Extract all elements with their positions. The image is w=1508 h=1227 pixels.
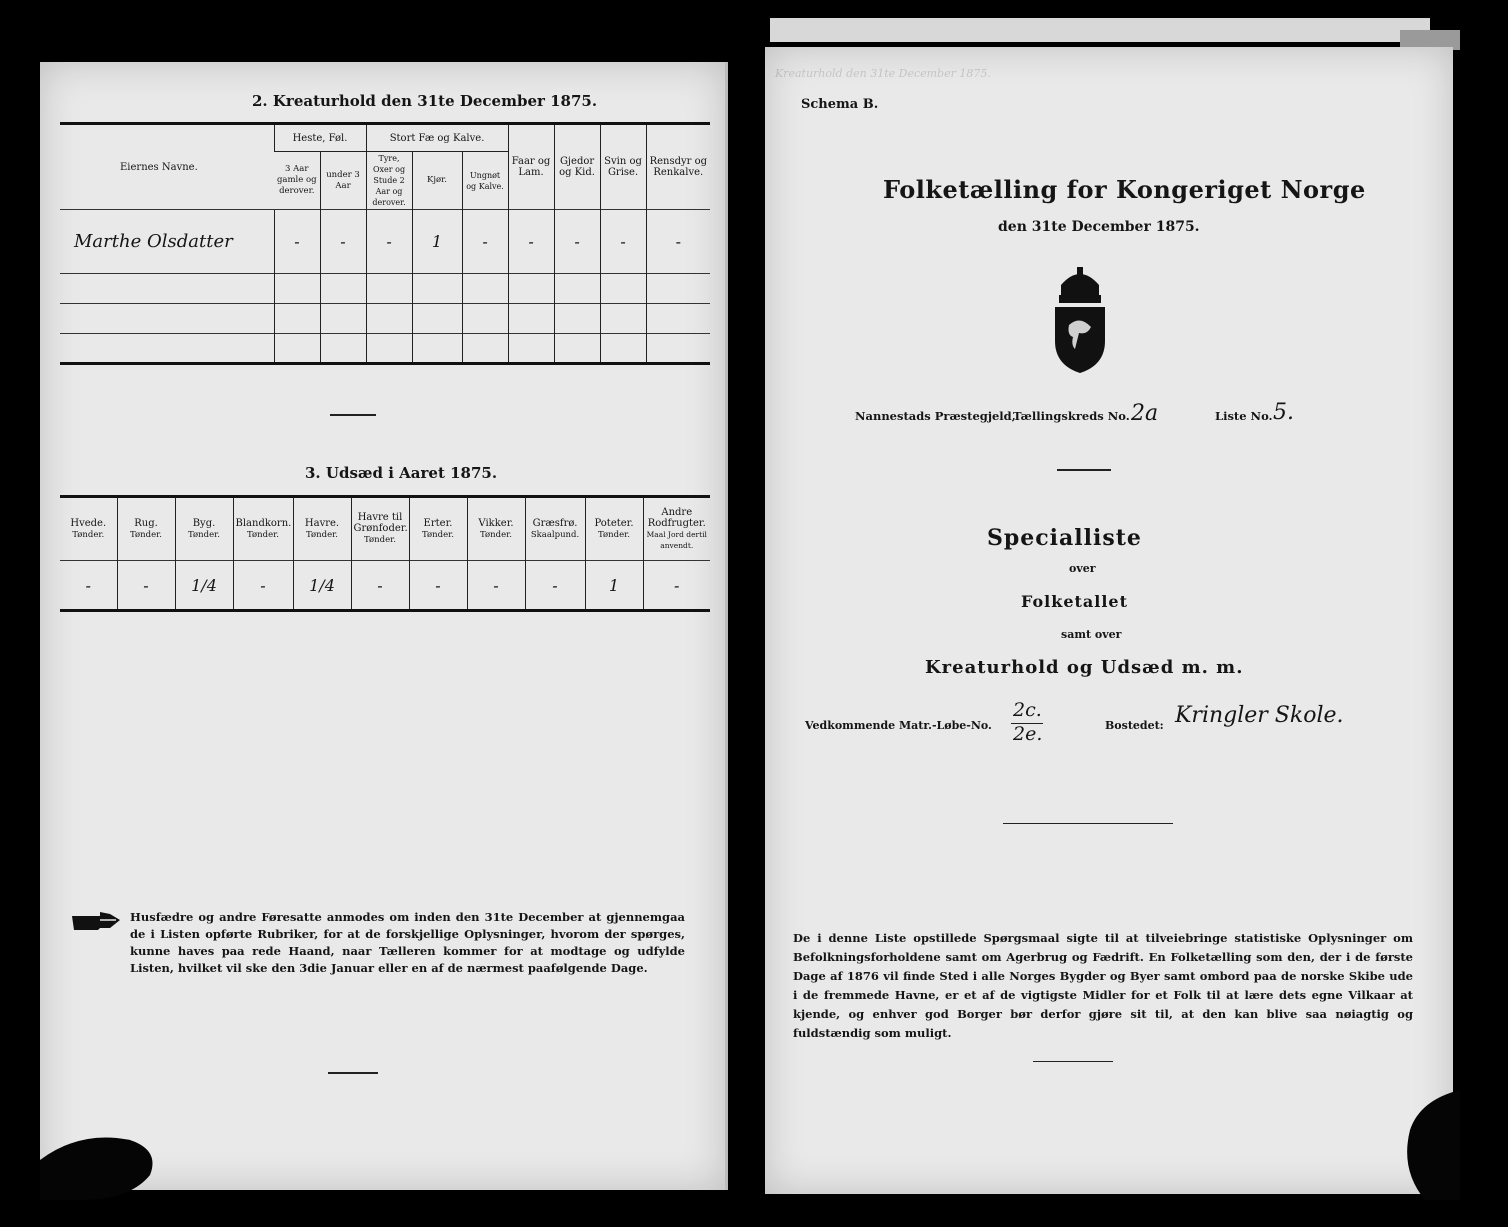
parish-label: Nannestads Præstegjeld, xyxy=(855,409,1016,423)
left-page xyxy=(40,62,728,1190)
sheep-header: Faar og Lam. xyxy=(508,124,554,210)
livestock-value: - xyxy=(274,210,320,274)
cattle-young-header: Ungnøt og Kalve. xyxy=(462,152,508,210)
pointing-hand-icon xyxy=(70,908,122,934)
district-label: Tællingskreds No. xyxy=(1013,409,1130,423)
seed-value: - xyxy=(643,561,710,611)
seed-header: Erter. Tønder. xyxy=(409,497,467,561)
goats-header: Gjedor og Kid. xyxy=(554,124,600,210)
seed-value: - xyxy=(117,561,175,611)
divider xyxy=(1033,1061,1113,1062)
livestock-value: - xyxy=(320,210,366,274)
right-page xyxy=(765,47,1453,1194)
pigs-header: Svin og Grise. xyxy=(600,124,646,210)
section3-title: 3. Udsæd i Aaret 1875. xyxy=(305,464,498,482)
divider xyxy=(1003,823,1173,824)
seed-value: - xyxy=(233,561,293,611)
seed-value: 1 xyxy=(585,561,643,611)
divider xyxy=(1057,469,1111,471)
instructions-notice: Husfædre og andre Føresatte anmodes om inden den 31te December at gjennemgaa de i Listen opførte Rubriker, for at de forskjellige Oplysninger, hvorom der spørges, kunne haves paa rede Haand, naar Tælleren kommer for at modtage og udfylde Listen, hvilket vil ske den 3die Januar eller en af de nærmest paafølgende Dage. xyxy=(130,910,685,975)
matr-label: Vedkommende Matr.-Løbe-No. xyxy=(805,719,992,732)
page-title: Folketælling for Kongeriget Norge xyxy=(883,175,1366,204)
seed-value: - xyxy=(409,561,467,611)
table-row xyxy=(60,210,710,274)
seed-table xyxy=(60,495,710,612)
horses-young-header: under 3 Aar xyxy=(320,152,366,210)
horses-old-header: 3 Aar gamle og derover. xyxy=(276,164,317,196)
livestock-value: - xyxy=(462,210,508,274)
list-value: 5. xyxy=(1273,400,1294,425)
samt-over-label: samt over xyxy=(1061,628,1122,641)
table-row xyxy=(60,274,710,304)
bosted-label: Bostedet: xyxy=(1105,719,1164,732)
seed-value: - xyxy=(351,561,409,611)
seed-header: Hvede. Tønder. xyxy=(60,497,117,561)
horses-group-header: Heste, Føl. xyxy=(274,124,366,152)
coat-of-arms-icon xyxy=(1047,265,1113,375)
seed-value: 1/4 xyxy=(293,561,351,611)
cattle-bulls-header: Tyre, Oxer og Stude 2 Aar og derover. xyxy=(366,152,412,210)
seed-header: Andre Rodfrugter. Maal Jord dertil anvendt. xyxy=(643,497,710,561)
livestock-value: - xyxy=(646,210,710,274)
bleed-through-text: Kreaturhold den 31te December 1875. xyxy=(775,67,991,80)
livestock-value: - xyxy=(554,210,600,274)
table-row xyxy=(60,561,710,611)
cattle-cows-header: Kjør. xyxy=(412,152,462,210)
bosted-value: Kringler Skole. xyxy=(1175,703,1344,728)
seed-header: Blandkorn. Tønder. xyxy=(233,497,293,561)
table-row xyxy=(60,334,710,364)
section2-title: 2. Kreaturhold den 31te December 1875. xyxy=(252,92,598,110)
seed-header: Poteter. Tønder. xyxy=(585,497,643,561)
table-row xyxy=(60,304,710,334)
seed-header: Rug. Tønder. xyxy=(117,497,175,561)
livestock-value: - xyxy=(366,210,412,274)
over-label: over xyxy=(1069,562,1096,575)
seed-value: - xyxy=(467,561,525,611)
reindeer-header: Rensdyr og Renkalve. xyxy=(646,124,710,210)
district-value: 2a xyxy=(1131,401,1159,426)
kreaturhold-heading: Kreaturhold og Udsæd m. m. xyxy=(925,657,1244,678)
page-stack-edge xyxy=(770,18,1430,42)
schema-label: Schema B. xyxy=(801,97,879,112)
divider xyxy=(328,1072,378,1074)
seed-header: Havre til Grønfoder. Tønder. xyxy=(351,497,409,561)
livestock-value: - xyxy=(600,210,646,274)
livestock-table xyxy=(60,122,710,365)
list-label: Liste No. xyxy=(1215,409,1273,423)
intro-paragraph: De i denne Liste opstillede Spørgsmaal sigte til at tilveiebringe statistiske Oplysninger om Befolkningsforholdene samt om Agerbrug og Fædrift. En Folketælling som den, der i de første Dage af 1876 vil finde Sted i alle Norges Bygder og Byer samt ombord paa de norske Skibe ude i de fremmede Havne, er et af de vigtigste Midler for et Folk til at lære dets egne Vilkaar at kjende, og enhver god Borger bør derfor gjøre sit til, at den kan blive saa nøiagtig og fuldstændig som muligt. xyxy=(793,931,1413,1040)
matr-value-top: 2c. xyxy=(1013,699,1042,721)
thumb-right xyxy=(1380,1090,1460,1200)
seed-value: - xyxy=(525,561,585,611)
seed-value: 1/4 xyxy=(175,561,233,611)
seed-header: Havre. Tønder. xyxy=(293,497,351,561)
seed-header: Vikker. Tønder. xyxy=(467,497,525,561)
matr-value-bottom: 2e. xyxy=(1013,723,1043,745)
seed-header: Byg. Tønder. xyxy=(175,497,233,561)
seed-value: - xyxy=(60,561,117,611)
specialliste-heading: Specialliste xyxy=(987,525,1142,551)
seed-header: Græsfrø. Skaalpund. xyxy=(525,497,585,561)
divider xyxy=(330,414,376,416)
livestock-value: 1 xyxy=(412,210,462,274)
cattle-group-header: Stort Fæ og Kalve. xyxy=(366,124,508,152)
thumb-left xyxy=(40,1120,160,1200)
livestock-value: - xyxy=(508,210,554,274)
page-subtitle: den 31te December 1875. xyxy=(998,219,1200,235)
owner-header: Eiernes Navne. xyxy=(60,124,274,210)
owner-name: Marthe Olsdatter xyxy=(60,210,274,274)
folketallet-heading: Folketallet xyxy=(1021,592,1128,611)
